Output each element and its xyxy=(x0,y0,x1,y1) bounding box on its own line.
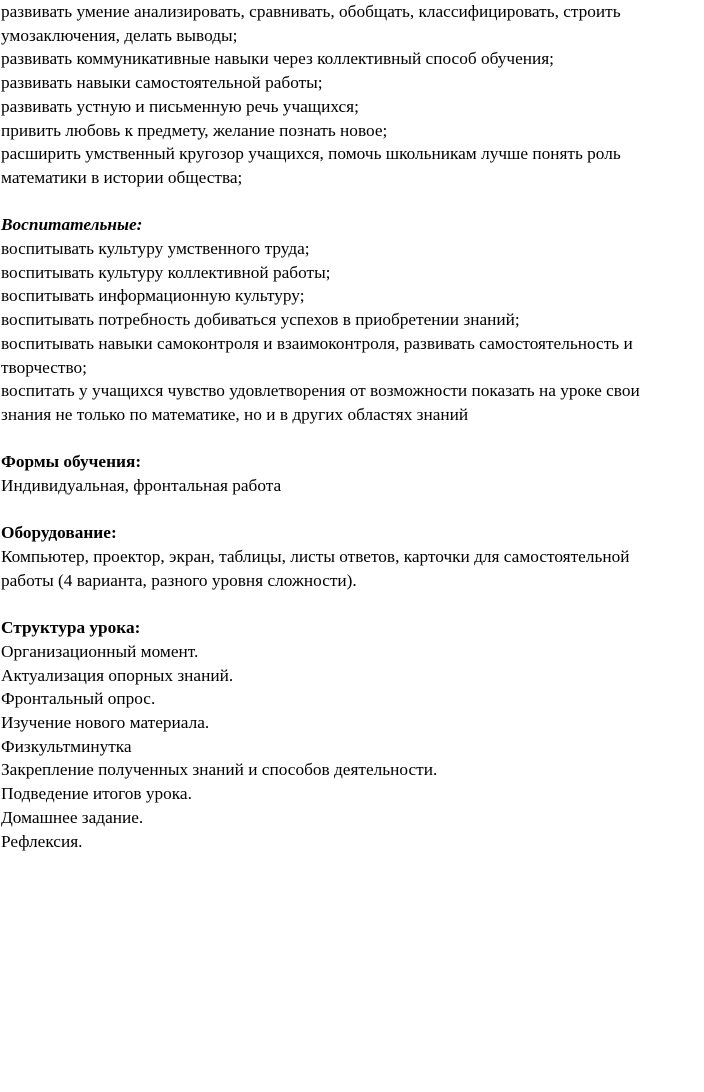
lesson-structure-item: Подведение итогов урока. xyxy=(1,784,192,804)
goal-line: расширить умственный кругозор учащихся, помочь школьникам лучше понять роль xyxy=(1,144,621,164)
equipment-line: работы (4 варианта, разного уровня сложности). xyxy=(1,570,357,590)
lesson-structure-heading: Структура урока: xyxy=(1,618,141,638)
goal-line: развивать навыки самостоятельной работы; xyxy=(1,73,323,93)
lesson-structure-item: Актуализация опорных знаний. xyxy=(1,665,234,685)
spacer xyxy=(1,593,700,617)
spacer xyxy=(1,498,700,522)
educational-goal-line: воспитать у учащихся чувство удовлетворения от возможности показать на уроке свои xyxy=(1,381,640,401)
goal-line: умозаключения, делать выводы; xyxy=(1,25,238,45)
educational-goal-line: воспитывать потребность добиваться успехов в приобретении знаний; xyxy=(1,310,520,330)
educational-goal-line: воспитывать информационную культуру; xyxy=(1,286,305,306)
goal-line: развивать коммуникативные навыки через коллективный способ обучения; xyxy=(1,49,554,69)
educational-goals-section xyxy=(1,213,700,426)
lesson-structure-item: Физкультминутка xyxy=(1,736,132,756)
educational-goal-line: знания не только по математике, но и в других областях знаний xyxy=(1,404,469,424)
equipment-line: Компьютер, проектор, экран, таблицы, листы ответов, карточки для самостоятельной xyxy=(1,547,630,567)
educational-goal-line: воспитывать культуру коллективной работы; xyxy=(1,262,331,282)
equipment-section xyxy=(1,521,700,592)
goal-line: развивать умение анализировать, сравнивать, обобщать, классифицировать, строить xyxy=(1,2,621,21)
lesson-structure-item: Рефлексия. xyxy=(1,831,83,851)
lesson-structure-item: Организационный момент. xyxy=(1,641,199,661)
educational-goal-line: воспитывать навыки самоконтроля и взаимоконтроля, развивать самостоятельность и xyxy=(1,333,633,353)
educational-goal-line: творчество; xyxy=(1,357,87,377)
spacer xyxy=(1,427,700,451)
goal-line: привить любовь к предмету, желание познать новое; xyxy=(1,120,388,140)
educational-goal-line: воспитывать культуру умственного труда; xyxy=(1,239,310,259)
forms-line: Индивидуальная, фронтальная работа xyxy=(1,476,282,496)
forms-section xyxy=(1,450,700,497)
equipment-heading: Оборудование: xyxy=(1,523,117,543)
lesson-structure-item: Домашнее задание. xyxy=(1,807,144,827)
developmental-goals-list xyxy=(1,0,700,190)
lesson-structure-item: Изучение нового материала. xyxy=(1,713,210,733)
spacer xyxy=(1,190,700,214)
educational-goals-heading: Воспитательные: xyxy=(1,215,143,235)
lesson-structure-item: Фронтальный опрос. xyxy=(1,689,156,709)
lesson-structure-section xyxy=(1,616,700,853)
goal-line: математики в истории общества; xyxy=(1,167,243,187)
forms-heading: Формы обучения: xyxy=(1,452,142,472)
lesson-structure-item: Закрепление полученных знаний и способов деятельности. xyxy=(1,760,438,780)
goal-line: развивать устную и письменную речь учащихся; xyxy=(1,96,359,116)
